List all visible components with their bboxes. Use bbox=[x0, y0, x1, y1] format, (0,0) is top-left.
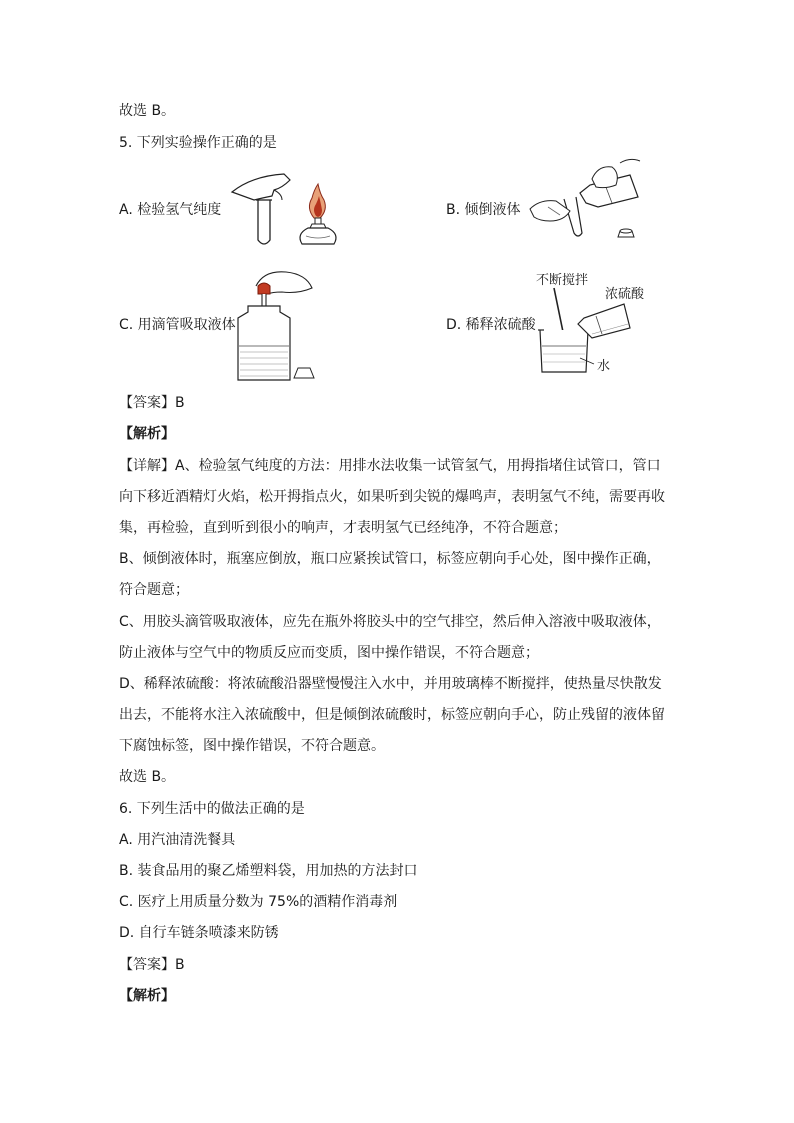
pouring-illustration bbox=[520, 155, 645, 240]
question-6-option-d: D. 自行车链条喷漆来防锈 bbox=[119, 925, 279, 941]
detail-paragraph-line: 符合题意； bbox=[119, 582, 189, 598]
detail-paragraph-line: 下腐蚀标签，图中操作错误，不符合题意。 bbox=[119, 738, 385, 754]
detail-paragraph-line: C、用胶头滴管吸取液体，应先在瓶外将胶头中的空气排空，然后伸入溶液中吸取液体， bbox=[119, 614, 661, 630]
question-6-stem: 6. 下列生活中的做法正确的是 bbox=[119, 801, 305, 817]
detail-paragraph-line: 【详解】A、检验氢气纯度的方法：用排水法收集一试管氢气，用拇指堵住试管口，管口 bbox=[119, 458, 661, 474]
hand-testtube-lamp-illustration bbox=[222, 170, 352, 250]
figure-dilute-sulfuric-acid bbox=[536, 272, 656, 377]
water-label: 水 bbox=[597, 359, 611, 374]
detail-paragraph-line: 集，再检验，直到听到很小的响声，才表明氢气已经纯净，不符合题意； bbox=[119, 520, 567, 536]
answer-5: 【答案】B bbox=[119, 395, 185, 411]
question-6-option-a: A. 用汽油清洗餐具 bbox=[119, 832, 236, 848]
question-5-stem: 5. 下列实验操作正确的是 bbox=[119, 135, 277, 151]
option-d-label: D. 稀释浓硫酸 bbox=[446, 317, 536, 333]
option-c-label: C. 用滴管吸取液体 bbox=[119, 317, 236, 333]
detail-paragraph-line: 出去，不能将水注入浓硫酸中，但是倾倒浓硫酸时，标签应朝向手心，防止残留的液体留 bbox=[119, 707, 665, 723]
conclusion-line: 故选 B。 bbox=[119, 769, 176, 785]
option-b-label: B. 倾倒液体 bbox=[446, 202, 521, 218]
dropper-bottle-illustration bbox=[234, 268, 324, 383]
analysis-heading-5: 【解析】 bbox=[119, 426, 175, 442]
detail-paragraph-line: B、倾倒液体时，瓶塞应倒放，瓶口应紧挨试管口，标签应朝向手心处，图中操作正确， bbox=[119, 551, 661, 567]
detail-paragraph-line: 防止液体与空气中的物质反应而变质，图中操作错误，不符合题意； bbox=[119, 645, 539, 661]
question-6-option-b: B. 装食品用的聚乙烯塑料袋，用加热的方法封口 bbox=[119, 863, 418, 879]
analysis-heading-6: 【解析】 bbox=[119, 988, 175, 1004]
question-6-option-c: C. 医疗上用质量分数为 75%的酒精作消毒剂 bbox=[119, 894, 398, 910]
figure-dropper-usage bbox=[234, 268, 324, 383]
dilution-illustration bbox=[536, 272, 656, 377]
acid-label: 浓硫酸 bbox=[605, 287, 645, 302]
figure-pouring-liquid bbox=[520, 155, 645, 240]
stir-label: 不断搅拌 bbox=[536, 273, 589, 288]
option-a-label: A. 检验氢气纯度 bbox=[119, 202, 222, 218]
figure-hydrogen-purity-test bbox=[222, 170, 352, 250]
text-line: 故选 B。 bbox=[119, 103, 176, 119]
detail-paragraph-line: 向下移近酒精灯火焰，松开拇指点火，如果听到尖锐的爆鸣声，表明氢气不纯，需要再收 bbox=[119, 489, 665, 505]
answer-6: 【答案】B bbox=[119, 957, 185, 973]
detail-paragraph-line: D、稀释浓硫酸：将浓硫酸沿器壁慢慢注入水中，并用玻璃棒不断搅拌，使热量尽快散发 bbox=[119, 676, 662, 692]
